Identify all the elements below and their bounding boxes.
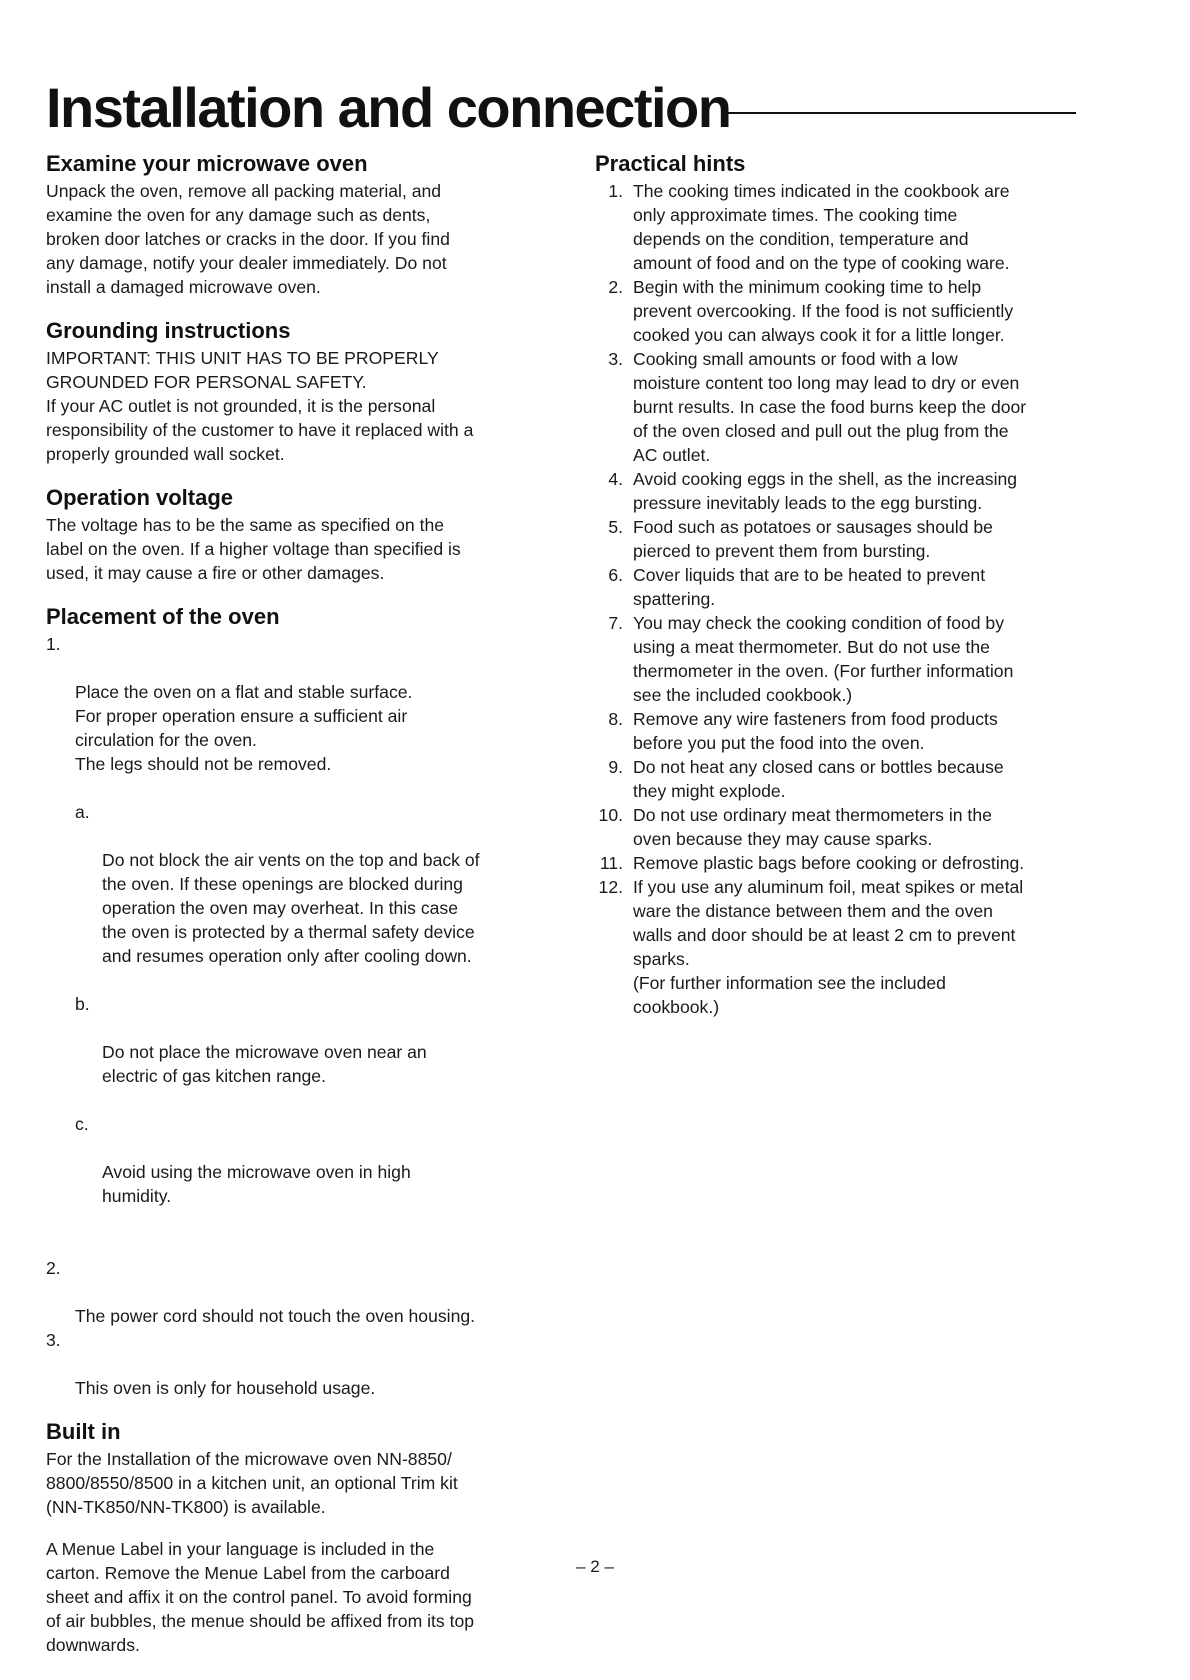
list-text: Food such as potatoes or sausages should be pierced to prevent them from bursting. <box>633 517 993 561</box>
list-text: This oven is only for household usage. <box>75 1378 376 1398</box>
list-number: 4. <box>608 469 623 489</box>
list-item <box>46 632 536 1256</box>
section-heading: Grounding instructions <box>46 318 291 343</box>
list-text: Place the oven on a flat and stable surface. For proper operation ensure a sufficient air circulation for the oven. The legs should not be removed. <box>75 682 413 774</box>
sub-list-item <box>75 800 536 968</box>
left-column <box>46 150 536 1675</box>
sub-list-item <box>75 1112 536 1208</box>
section-practical-hints <box>595 150 1085 1019</box>
list-number: 12. <box>598 877 623 897</box>
right-column <box>595 150 1085 1037</box>
list-item <box>595 611 1085 707</box>
section-text: Unpack the oven, remove all packing material, and examine the oven for any damage such as dents, broken door latches or cracks in the door. If you find any damage, notify your dealer immediately. Do not install a damaged microwave oven. <box>46 181 450 297</box>
list-number: 8. <box>608 709 623 729</box>
section-heading: Examine your microwave oven <box>46 151 368 176</box>
list-text: Cover liquids that are to be heated to prevent spattering. <box>633 565 986 609</box>
list-text: Do not place the microwave oven near an electric of gas kitchen range. <box>102 1042 427 1086</box>
list-text: You may check the cooking condition of food by using a meat thermometer. But do not use the thermometer in the oven. (For further information see the included cookbook.) <box>633 613 1014 705</box>
list-letter: b. <box>75 994 90 1014</box>
list-number: 9. <box>608 757 623 777</box>
list-text: Remove any wire fasteners from food products before you put the food into the oven. <box>633 709 998 753</box>
list-item <box>595 347 1085 467</box>
page-title: Installation and connection <box>46 76 731 139</box>
section-voltage <box>46 484 536 585</box>
list-number: 3. <box>46 1330 61 1350</box>
section-placement <box>46 603 536 1400</box>
list-number: 2. <box>608 277 623 297</box>
list-item <box>595 515 1085 563</box>
list-text: The power cord should not touch the oven housing. <box>75 1306 476 1326</box>
list-item <box>595 179 1085 275</box>
list-text: Do not block the air vents on the top and back of the oven. If these openings are blocked during operation the oven may overheat. In this case the oven is protected by a thermal safety device and resumes operation only after cooling down. <box>102 850 480 966</box>
list-letter: c. <box>75 1114 89 1134</box>
list-number: 3. <box>608 349 623 369</box>
section-built-in <box>46 1418 536 1657</box>
list-text: If you use any aluminum foil, meat spikes or metal ware the distance between them and the oven walls and door should be at least 2 cm to prevent sparks. (For further information see the included cookbook.) <box>633 877 1024 1017</box>
section-text: For the Installation of the microwave oven NN-8850/ 8800/8550/8500 in a kitchen unit, an optional Trim kit (NN-TK850/NN-TK800) is available. <box>46 1449 458 1517</box>
list-text: Begin with the minimum cooking time to help prevent overcooking. If the food is not sufficiently cooked you can always cook it for a little longer. <box>633 277 1014 345</box>
placement-sublist <box>75 776 536 1232</box>
list-item <box>595 275 1085 347</box>
list-number: 5. <box>608 517 623 537</box>
list-letter: a. <box>75 802 90 822</box>
section-heading: Operation voltage <box>46 485 234 510</box>
list-text: Avoid using the microwave oven in high humidity. <box>102 1162 411 1206</box>
list-number: 1. <box>608 181 623 201</box>
list-text: Remove plastic bags before cooking or defrosting. <box>633 853 1025 873</box>
list-number: 10. <box>598 805 623 825</box>
section-grounding <box>46 317 536 466</box>
list-item <box>595 875 1085 1019</box>
sub-list-item <box>75 992 536 1088</box>
spacer <box>46 1519 536 1537</box>
section-text: A Menue Label in your language is included in the carton. Remove the Menue Label from the carboard sheet and affix it on the control panel. To avoid forming of air bubbles, the menue should be affixed from its top downwards. <box>46 1539 475 1655</box>
title-row <box>46 78 1076 138</box>
list-number: 6. <box>608 565 623 585</box>
list-number: 2. <box>46 1258 61 1278</box>
list-item <box>595 707 1085 755</box>
hints-list <box>595 179 1085 1019</box>
list-text: Do not use ordinary meat thermometers in the oven because they may cause sparks. <box>633 805 992 849</box>
section-text: IMPORTANT: THIS UNIT HAS TO BE PROPERLY GROUNDED FOR PERSONAL SAFETY. If your AC outlet is not grounded, it is the personal responsibility of the customer to have it replaced with a properly grounded wall socket. <box>46 348 474 464</box>
placement-list <box>46 632 536 1400</box>
section-heading: Practical hints <box>595 151 746 176</box>
list-text: The cooking times indicated in the cookbook are only approximate times. The cooking time depends on the condition, temperature and amount of food and on the type of cooking ware. <box>633 181 1010 273</box>
list-item <box>595 755 1085 803</box>
list-number: 7. <box>608 613 623 633</box>
section-heading: Built in <box>46 1419 121 1444</box>
list-number: 1. <box>46 634 61 654</box>
list-text: Avoid cooking eggs in the shell, as the increasing pressure inevitably leads to the egg bursting. <box>633 469 1018 513</box>
list-item <box>46 1256 536 1328</box>
section-examine <box>46 150 536 299</box>
section-heading: Placement of the oven <box>46 604 280 629</box>
list-number: 11. <box>599 853 623 873</box>
title-rule <box>726 112 1076 114</box>
list-text: Do not heat any closed cans or bottles because they might explode. <box>633 757 1004 801</box>
list-item <box>595 563 1085 611</box>
list-text: Cooking small amounts or food with a low moisture content too long may lead to dry or even burnt results. In case the food burns keep the door of the oven closed and pull out the plug from the AC outlet. <box>633 349 1027 465</box>
section-text: The voltage has to be the same as specified on the label on the oven. If a higher voltage than specified is used, it may cause a fire or other damages. <box>46 515 461 583</box>
list-item <box>595 467 1085 515</box>
list-item <box>595 851 1085 875</box>
list-item <box>595 803 1085 851</box>
page-number: – 2 – <box>576 1557 614 1576</box>
list-item <box>46 1328 536 1400</box>
